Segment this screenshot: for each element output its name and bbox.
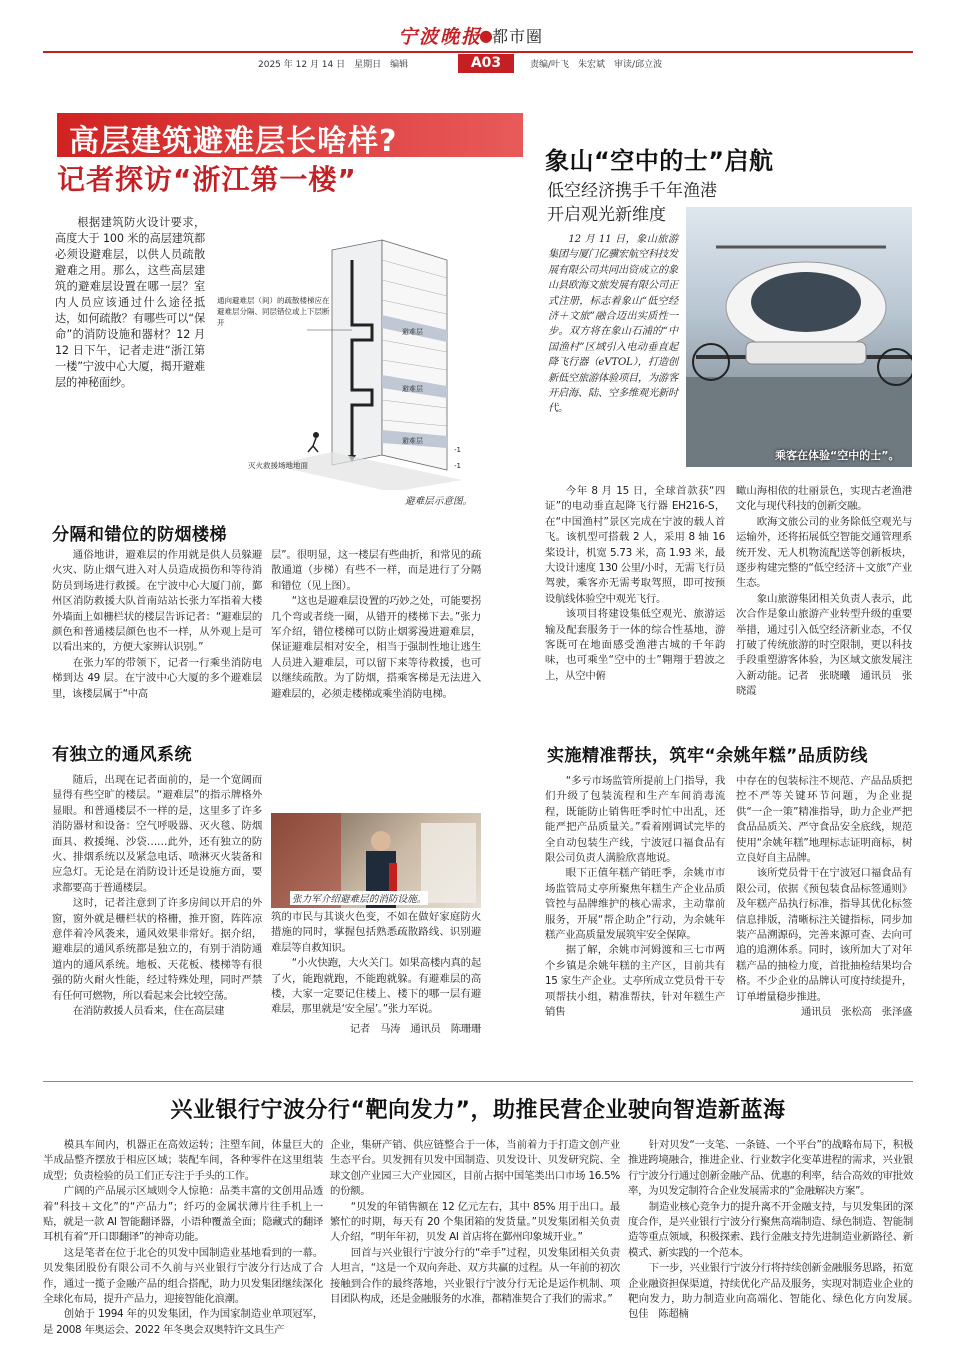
section2-title: 有独立的通风系统 <box>52 745 192 765</box>
article2-subheadline-2: 开启观光新维度 <box>547 205 666 225</box>
diagram-note: 通向避难层（间）的疏散楼梯应在避难层分隔、同层错位或上下层断开 <box>217 296 330 327</box>
editor-credits: 责编/叶飞 朱宏斌 审读/邱立波 <box>530 60 663 70</box>
section-name: 都市圈 <box>492 27 544 46</box>
article3-column-1 <box>545 774 725 1021</box>
paragraph: 随后，出现在记者面前的，是一个宽阔而显得有些空旷的楼层。“避难层”的指示牌格外显眼。和普通楼层不一样的是，这里多了许多消防器材和设备：空气呼吸器、灭火毯、防烟面具、救援绳、沙袋……此外，还有独立的防火、排烟系统以及紧急电话、喷淋灭火装备和应急灯。无论是在消防设计还是设施方面，要求都要高于普通楼层。 <box>52 774 262 894</box>
article4-headline: 兴业银行宁波分行“靶向发力”，助推民营企业驶向智造新蓝海 <box>170 1098 786 1123</box>
bottom-divider <box>43 1081 913 1082</box>
evtol-photo <box>686 207 912 467</box>
paragraph: 层”。很明显，这一楼层有些曲折，和常见的疏散通道（步梯）有些不一样，而是进行了分隔和错位（见上图）。 <box>271 549 481 592</box>
paragraph: 企业，集研产销、供应链整合于一体，当前着力于打造文创产业生态平台。贝发拥有贝发中国制造、贝发设计、贝发研究院、全球文创产业园三大产业园区，目前占据中国笔类出口市场 16.5% 的份额。 <box>330 1139 620 1198</box>
article1-byline: 记者 马涛 通讯员 陈珊珊 <box>349 1022 481 1035</box>
paragraph: “贝发的年销售额在 12 亿元左右，其中 85% 用于出口。最繁忙的时期，每天有 20 个集团箱的发货量。”贝发集团相关负责人介绍，“明年年初，贝发 AI 首店将在鄞州印象城开业。” <box>330 1200 620 1244</box>
article2-column-1 <box>545 484 725 684</box>
article1-column-2 <box>271 548 481 702</box>
paragraph: 欧海文旅公司的业务除低空观光与运输外，还将拓展低空智能交通管理系统开发、无人机物流配送等创新板块，逐步构建完整的“低空经济＋文旅”产业生态。 <box>736 515 912 590</box>
article1-column-3 <box>52 773 262 1020</box>
level-minus-label: -1 <box>454 462 461 470</box>
article1-subheadline: 记者探访“浙江第一楼” <box>57 163 357 196</box>
paragraph: 象山旅游集团相关负责人表示，此次合作是象山旅游产业转型升级的重要举措，通过引入低空经济新业态，不仅打破了传统旅游的时空限制，更以科技手段重塑游客体验，为区域文旅发展注入新动能。记者 张晓曦 通讯员 张晓霞 <box>736 592 912 698</box>
paragraph: 创始于 1994 年的贝发集团，作为国家制造业单项冠军，是 2008 年奥运会、2022 年冬奥会双奥特许文具生产 <box>43 1308 323 1336</box>
article2-headline: 象山“空中的士”启航 <box>545 147 774 175</box>
paragraph: 通俗地讲，避难层的作用就是供人员躲避火灾、防止烟气进入对人员造成损伤和等待消防员到场进行救援。在宁波中心大厦门前，鄞州区消防救援大队首南站站长张力军指着大楼外墙面上如栅栏状的楼层告诉记者：“避难层的颜色和普通楼层颜色也不一样，从外观上是可以看出来的，方便大家辨认识别。” <box>52 549 262 654</box>
newspaper-logo: 宁波晚报 <box>398 26 483 48</box>
paragraph: 眼下正值年糕产销旺季，余姚市市场监管局丈亭所聚焦年糕生产企业品质管控与品牌维护的核心需求，主动靠前服务，开展“帮企助企”行动，为余姚年糕产业高质量发展筑牢安全保障。 <box>545 867 725 942</box>
building-left-face <box>332 240 382 465</box>
paragraph: 这时，记者注意到了许多房间以开启的外窗，窗外就是栅栏状的格栅，推开窗，阵阵凉意伴着冷风袭来，通风效果非常好。据介绍，避难层的通风系统都是独立的，有别于消防通道内的通风系统。地板、天花板、楼梯等有很强的防火耐火性能，经过特殊处理，同时严禁有任何可燃物，所以看起来会比较空荡。 <box>52 897 262 1002</box>
masthead <box>0 0 956 80</box>
section1-title: 分隔和错位的防烟楼梯 <box>52 525 227 545</box>
paragraph: “小火快跑，大火关门。如果高楼内真的起了火，能跑就跑，不能跑就躲。有避难层的高楼，大家一定要记住楼上、楼下的哪一层有避难层，那里就是‘安全屋’。”张力军说。 <box>271 957 481 1016</box>
article1-lead <box>55 215 205 391</box>
refuge-label-middle: 避难层 <box>402 385 423 393</box>
refuge-floor-diagram <box>212 230 512 490</box>
paragraph: 下一步，兴业银行宁波分行将持续创新金融服务思路，拓宽企业融资担保渠道，持续优化产品及服务，实现对制造业企业的靶向发力，助力制造业向高端化、智能化、绿色化方向发展。 包佳 陈超楠 <box>628 1262 944 1321</box>
refuge-label-upper: 避难层 <box>402 328 423 336</box>
paragraph: 瞰山海相依的壮丽景色，实现古老渔港文化与现代科技的创新交融。 <box>736 485 912 513</box>
paragraph: 制造业核心竞争力的提升离不开金融支持，与贝发集团的深度合作，是兴业银行宁波分行聚焦高端制造、绿色制造、智能制造等重点领域，积极探索、践行金融支持先进制造业新路径、新模式、新实践的一个范本。 <box>628 1200 913 1259</box>
paragraph: 这是笔者在位于北仑的贝发中国制造业基地看到的一幕。贝发集团股份有限公司不久前与兴业银行宁波分行达成了合作，通过一揽子金融产品的组合搭配，助力贝发集团继续深化全球化布局，提升产品力，迎接智能化浪潮。 <box>43 1246 323 1306</box>
article2-lead <box>548 232 678 417</box>
paragraph: 该项目将建设集低空观光、旅游运输及配套服务于一体的综合性基地，游客既可在地面感受渔港古城的千年韵味，也可乘坐“空中的士”翱翔于碧波之上，从空中俯 <box>545 608 725 682</box>
article4-column-3 <box>628 1138 944 1323</box>
paragraph: 广阔的产品展示区域则令人惊艳：品类丰富的文创用品透着“科技＋文化”的“产品力”；纤巧的金属状薄片往手机上一贴，就是一款 AI 智能翻译器，小语种覆盖全面；隐藏式的翻译耳机有着“开口即翻译”的神奇功能。 <box>43 1185 323 1244</box>
article3-column-2 <box>736 774 912 1021</box>
paragraph: 在消防救援人员看来，住在高层建 <box>72 1005 225 1018</box>
level-plus-label: -1 <box>454 446 461 454</box>
photo1-caption: 乘客在体验“空中的士”。 <box>775 449 900 462</box>
ground-label: 灭火救援场地地面 <box>248 461 308 470</box>
article1-headline: 高层建筑避难层长啥样? <box>69 124 398 159</box>
article2-column-2 <box>736 484 912 700</box>
article1-lead-text: 根据建筑防火设计要求，高度大于 100 米的高层建筑都必须设避难层，以供人员疏散避难之用。那么，这些高层建筑的避难层设置在哪一层？室内人员应该通过什么途径抵达，如何疏散？有哪些可以“保命”的消防设施和器材？12 月 12 日下午，记者走进“浙江第一楼”宁波中心大厦，揭开避难层的神秘面纱。 <box>55 216 205 389</box>
diagram-caption: 避难层示意图。 <box>405 496 473 507</box>
paragraph: 回首与兴业银行宁波分行的“牵手”过程，贝发集团相关负责人坦言，“这是一个双向奔赴、双方共赢的过程。从一年前的初次接触到合作的最终落地，兴业银行宁波分行无论是运作机制、项目团队构成，还是金融服务的水准，都精准契合了我们的需求。” <box>330 1246 620 1306</box>
paragraph: 据了解，余姚市河姆渡和三七市两个乡镇是余姚年糕的主产区，目前共有 15 家生产企业。丈亭所成立党员骨干专项帮扶小组，精准帮扶，针对年糕生产销售 <box>545 944 725 1019</box>
article1-column-4 <box>271 910 481 1037</box>
paragraph: 在张力军的带领下，记者一行乘坐消防电梯到达 49 层。在宁波中心大厦的多个避难层里，该楼层属于“中高 <box>52 656 262 700</box>
dateline: 2025 年 12 月 14 日 星期日 编辑 <box>258 60 409 70</box>
refuge-label-lower: 避难层 <box>402 437 423 445</box>
paragraph: “多亏市场监管所提前上门指导，我们升级了包装流程和生产车间消毒流程，既能防止销售旺季时忙中出乱，还能严把产品质量关。”看着刚调试完毕的全自动包装生产线，宁波冠口福食品有限公司负责人满脸欣喜地说。 <box>545 775 725 865</box>
article2-lead-text: 12 月 11 日，象山旅游集团与厦门亿骥宏航空科技发展有限公司共同出资成立的象山县欧海文旅发展有限公司正式注册，标志着象山“低空经济＋文旅”融合迈出实质性一步。双方将在象山石浦的“中国渔村”区域引入电动垂直起降飞行器（eVTOL），打造创新低空旅游体验项目，为游客开启海、陆、空多维观光新时代。 <box>548 234 678 415</box>
running-person-icon <box>313 432 319 438</box>
paragraph: 筑的市民与其谈火色变，不如在做好家庭防火措施的同时，掌握包括熟悉疏散路线、识别避难层等自救知识。 <box>271 911 481 954</box>
masthead-rule <box>43 51 913 53</box>
article3-headline: 实施精准帮扶，筑牢“余姚年糕”品质防线 <box>547 746 868 766</box>
brand-dot: ● <box>479 26 493 45</box>
paragraph: 模具车间内，机器正在高效运转；注塑车间，体量巨大的半成品整齐摆放于相应区域；装配车间，各种零件在这里组装成型；负责检验的员工们正专注于手头的工作。 <box>43 1139 323 1182</box>
paragraph: 今年 8 月 15 日，全球首款获“四证”的电动垂直起降飞行器 EH216-S，在“中国渔村”景区完成在宁波的载人首飞。该机型可搭载 2 人，采用 8 轴 16 桨设计，机宽 5.73 米，高 1.93 米，最大设计速度 130 公里/小时，无需飞行员驾驶，乘客亦无需考取驾照，即可按预设航线体验空中观光飞行。 <box>545 485 725 605</box>
article1-column-1 <box>52 548 262 702</box>
article4-column-2 <box>330 1138 620 1307</box>
paragraph: “这也是避难层设置的巧妙之处，可能要拐几个弯或者绕一圈，从错开的楼梯下去。”张力军介绍，错位楼梯可以防止烟雾漫进避难层，保证避难层相对安全，相当于强制性地让逃生人员进入避难层，可以留下来等待救援，也可以继续疏散。为了防烟，搭乘客梯是无法进入避难层的，必须走楼梯或乘坐消防电梯。 <box>271 595 481 700</box>
paragraph: 该所党员骨干在宁波冠口福食品有限公司，依据《预包装食品标签通则》及年糕产品执行标准，指导其优化标签信息排版，清晰标注关键指标，同步加装产品溯源码，完善来源可查、去向可追的追溯体系。同时，该所加大了对年糕产品的抽检力度，首批抽检结果均合格。不少企业的品牌认可度持续提升，订单增量稳步推进。 <box>736 867 912 1003</box>
paragraph: 针对贝发“一支笔、一条链、一个平台”的战略布局下，积极推进跨境融合，推进企业、行业数字化变革进程的需求，兴业银行宁波分行通过创新金融产品、优惠的利率，结合高效的审批效率，为贝发定制符合企业发展需求的“金融解决方案”。 <box>628 1139 913 1198</box>
article1-headline-banner <box>57 113 523 157</box>
photo2-caption: 张力军介绍避难层的消防设施。 <box>290 891 428 905</box>
article2-subheadline-1: 低空经济携手千年渔港 <box>547 181 717 201</box>
page-number: A03 <box>458 54 514 73</box>
article4-column-1 <box>43 1138 323 1338</box>
article3-byline: 通讯员 张松高 张泽盛 <box>801 1006 912 1019</box>
paragraph: 中存在的包装标注不规范、产品品质把控不严等关键环节问题，为企业提供“一企一策”精准指导，助力企业严把食品品质关、严守食品安全底线，规范使用“余姚年糕”地理标志证明商标，树立良好自主品牌。 <box>736 775 912 865</box>
